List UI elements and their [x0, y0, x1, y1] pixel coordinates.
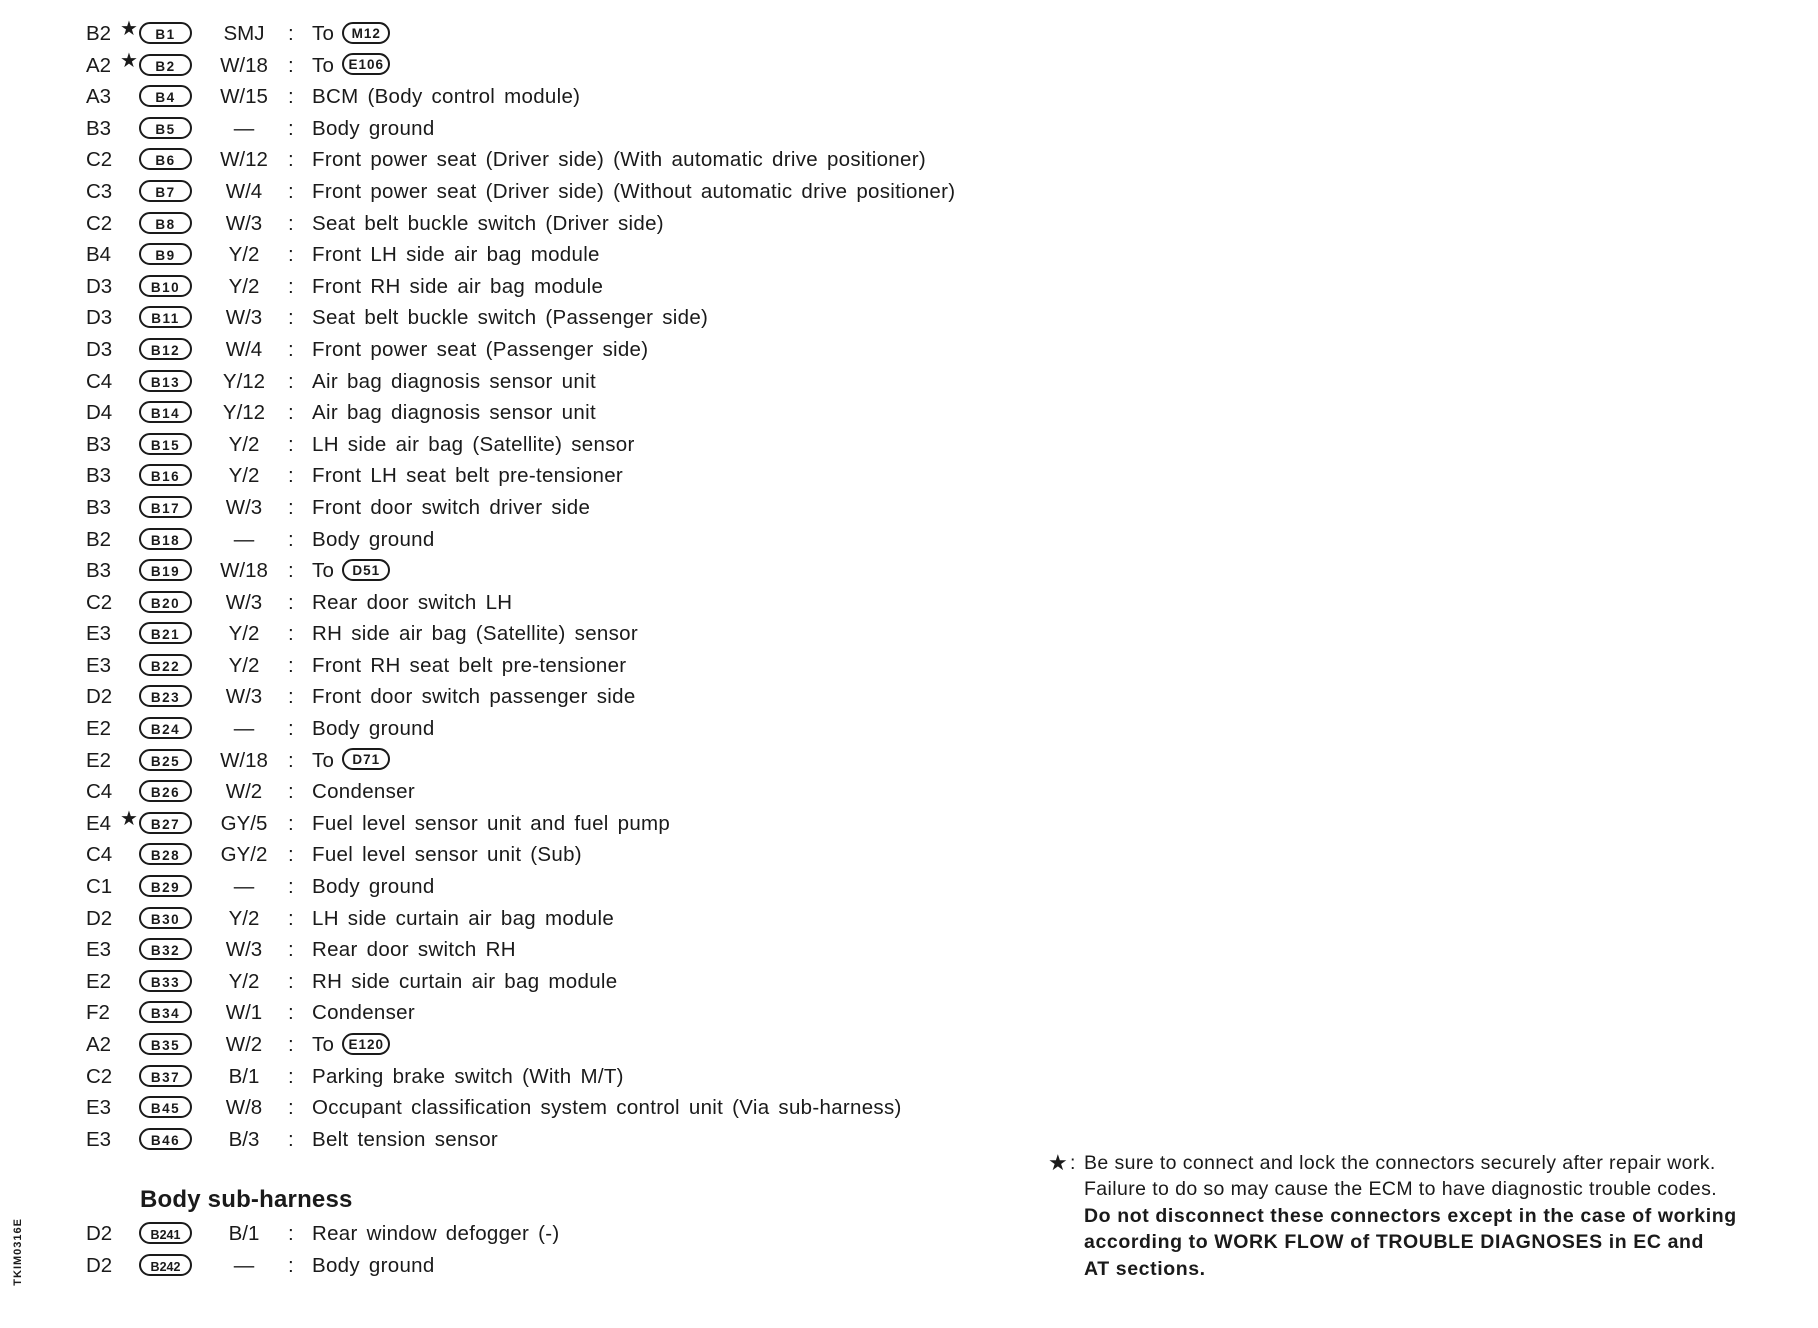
description-text: Fuel level sensor unit and fuel pump: [312, 811, 671, 835]
description-text: Body ground: [312, 1253, 435, 1277]
grid-location: E3: [86, 938, 112, 962]
connector-description: [312, 555, 390, 587]
grid-location: A2: [86, 1033, 112, 1056]
separator: :: [288, 622, 294, 646]
referenced-connector-code: M12: [342, 22, 390, 44]
connector-color-pins: GY/2: [220, 843, 268, 867]
connector-description: [312, 492, 590, 524]
description-text: Front LH seat belt pre-tensioner: [312, 464, 624, 488]
connector-code: B9: [139, 243, 192, 265]
description-text: Front RH side air bag module: [312, 274, 604, 298]
separator: :: [288, 653, 294, 677]
connector-row: [0, 618, 1030, 650]
connector-description: [312, 460, 623, 492]
description-text: Body ground: [312, 116, 435, 140]
connector-color-pins: W/2: [225, 1033, 263, 1056]
connector-description: [312, 934, 516, 966]
description-text: Parking brake switch (With M/T): [312, 1064, 624, 1088]
connector-description: [312, 1092, 902, 1124]
description-text: Seat belt buckle switch (Passenger side): [312, 306, 709, 330]
connector-description: [312, 397, 596, 429]
description-text: LH side curtain air bag module: [312, 906, 615, 930]
grid-location: E3: [86, 653, 112, 677]
description-text: Front power seat (Driver side) (Without automatic drive positioner): [312, 179, 956, 203]
grid-location: B3: [86, 432, 112, 456]
grid-location: C2: [86, 148, 113, 172]
grid-location: C2: [86, 211, 113, 235]
connector-description: [312, 1218, 560, 1250]
connector-description: [312, 1061, 624, 1093]
grid-location: C4: [86, 843, 113, 867]
connector-row: [0, 1124, 1030, 1156]
grid-location: E2: [86, 969, 112, 993]
description-text: Body ground: [312, 527, 435, 551]
connector-code: B22: [139, 654, 192, 676]
connector-code: B15: [139, 433, 192, 455]
separator: :: [288, 685, 294, 709]
connector-row: [0, 397, 1030, 429]
connector-description: [312, 271, 603, 303]
connector-code: B8: [139, 212, 192, 234]
connector-description: [312, 18, 390, 50]
connector-row: [0, 1250, 1030, 1282]
connector-description: [312, 745, 390, 777]
grid-location: D3: [86, 306, 113, 330]
grid-location: B4: [86, 243, 112, 267]
description-text: Fuel level sensor unit (Sub): [312, 843, 582, 867]
main-harness-connector-list: [0, 18, 1030, 1155]
connector-code: B24: [139, 717, 192, 739]
connector-row: [0, 81, 1030, 113]
connector-color-pins: —: [233, 717, 255, 741]
connector-code: B23: [139, 685, 192, 707]
connector-color-pins: Y/2: [228, 274, 260, 298]
connector-color-pins: W/3: [225, 495, 263, 519]
connector-color-pins: Y/2: [228, 464, 260, 488]
separator: :: [288, 938, 294, 962]
description-text: Belt tension sensor: [312, 1127, 499, 1151]
separator: :: [288, 875, 294, 899]
note-line: Be sure to connect and lock the connectors securely after repair work.: [1084, 1152, 1716, 1174]
connector-row: [0, 113, 1030, 145]
connector-row: [0, 650, 1030, 682]
grid-location: D4: [86, 401, 113, 425]
referenced-connector-code: D71: [342, 748, 390, 770]
connector-code: B18: [139, 528, 192, 550]
connector-row: [0, 460, 1030, 492]
connector-row: [0, 555, 1030, 587]
connector-color-pins: SMJ: [223, 22, 265, 45]
grid-location: B2: [86, 22, 112, 45]
referenced-connector-code: E120: [342, 1033, 390, 1055]
connector-row: [0, 144, 1030, 176]
connector-description: [312, 81, 580, 113]
connector-code: B33: [139, 970, 192, 992]
grid-location: D3: [86, 274, 113, 298]
separator: :: [288, 906, 294, 930]
description-text: To: [312, 748, 335, 772]
note-line: AT sections.: [1084, 1257, 1206, 1280]
connector-color-pins: W/18: [220, 559, 268, 583]
connector-code: B45: [139, 1096, 192, 1118]
separator: :: [288, 559, 294, 583]
grid-location: C4: [86, 369, 113, 393]
connector-color-pins: —: [233, 116, 255, 140]
separator: :: [288, 116, 294, 140]
grid-location: A3: [86, 85, 112, 109]
separator: :: [288, 243, 294, 267]
separator: :: [288, 401, 294, 425]
connector-color-pins: B/1: [228, 1064, 260, 1088]
grid-location: B3: [86, 559, 112, 583]
grid-location: C1: [86, 875, 113, 899]
connector-code: B5: [139, 117, 192, 139]
description-text: Air bag diagnosis sensor unit: [312, 369, 596, 393]
star-icon: ★: [1048, 1150, 1069, 1175]
connector-row: [0, 808, 1030, 840]
description-text: Rear window defogger (-): [312, 1222, 560, 1245]
connector-code: B241: [139, 1222, 192, 1244]
connector-code: B46: [139, 1128, 192, 1150]
connector-description: [312, 176, 955, 208]
referenced-connector-code: D51: [342, 559, 390, 581]
connector-color-pins: W/8: [225, 1096, 263, 1120]
connector-color-pins: Y/2: [228, 969, 260, 993]
connector-code: B34: [139, 1001, 192, 1023]
connector-code: B32: [139, 938, 192, 960]
connector-description: [312, 208, 664, 240]
connector-row: [0, 934, 1030, 966]
connector-color-pins: GY/5: [220, 811, 268, 835]
connector-code: B25: [139, 749, 192, 771]
connector-row: [0, 776, 1030, 808]
separator: :: [288, 969, 294, 993]
connector-code: B26: [139, 780, 192, 802]
connector-row: [0, 966, 1030, 998]
connector-code: B28: [139, 843, 192, 865]
grid-location: D2: [86, 685, 113, 709]
star-icon: ★: [120, 807, 138, 830]
grid-location: D2: [86, 1222, 113, 1245]
separator: :: [288, 1064, 294, 1088]
separator: :: [288, 748, 294, 772]
separator: :: [288, 590, 294, 614]
connector-row: [0, 176, 1030, 208]
grid-location: E4: [86, 811, 112, 835]
separator: :: [288, 369, 294, 393]
connector-description: [312, 50, 390, 82]
connector-color-pins: W/18: [220, 53, 268, 77]
connector-row: [0, 492, 1030, 524]
connector-description: [312, 1250, 435, 1282]
description-text: Front RH seat belt pre-tensioner: [312, 653, 627, 677]
connector-color-pins: Y/2: [228, 243, 260, 267]
grid-location: E3: [86, 1096, 112, 1120]
connector-row: [0, 524, 1030, 556]
connector-row: [0, 713, 1030, 745]
description-text: Rear door switch RH: [312, 938, 516, 962]
figure-code: TKIM0316E: [12, 1218, 24, 1286]
grid-location: C2: [86, 1064, 113, 1088]
connector-color-pins: B/3: [228, 1127, 260, 1151]
connector-description: [312, 681, 636, 713]
connector-color-pins: W/3: [225, 590, 263, 614]
body-sub-harness-connector-list: [0, 1218, 1030, 1281]
connector-color-pins: W/4: [225, 337, 263, 361]
connector-description: [312, 618, 638, 650]
note-text: [1084, 1150, 1818, 1282]
connector-color-pins: W/2: [225, 780, 263, 804]
connector-description: [312, 871, 435, 903]
description-text: LH side air bag (Satellite) sensor: [312, 432, 635, 456]
connector-row: [0, 429, 1030, 461]
connector-row: [0, 271, 1030, 303]
connector-code: B16: [139, 464, 192, 486]
separator: :: [288, 843, 294, 867]
grid-location: B3: [86, 495, 112, 519]
grid-location: D2: [86, 906, 113, 930]
connector-code: B6: [139, 148, 192, 170]
connector-description: [312, 650, 626, 682]
connector-color-pins: W/15: [220, 85, 268, 109]
connector-row: [0, 18, 1030, 50]
caution-note: [1048, 1150, 1818, 1282]
connector-row: [0, 745, 1030, 777]
description-text: Front power seat (Passenger side): [312, 337, 649, 361]
connector-row: [0, 239, 1030, 271]
connector-color-pins: W/12: [220, 148, 268, 172]
connector-description: [312, 997, 415, 1029]
connector-code: B1: [139, 22, 192, 44]
connector-code: B2: [139, 54, 192, 76]
star-icon: ★: [120, 18, 138, 40]
separator: :: [288, 811, 294, 835]
description-text: Condenser: [312, 1001, 415, 1025]
connector-row: [0, 334, 1030, 366]
connector-row: [0, 1218, 1030, 1250]
grid-location: D3: [86, 337, 113, 361]
note-line: according to WORK FLOW of TROUBLE DIAGNOSES in EC and: [1084, 1231, 1705, 1254]
grid-location: C3: [86, 179, 113, 203]
connector-row: [0, 903, 1030, 935]
connector-description: [312, 429, 635, 461]
connector-color-pins: W/4: [225, 179, 263, 203]
separator: :: [288, 432, 294, 456]
description-text: Front door switch driver side: [312, 495, 591, 519]
description-text: RH side air bag (Satellite) sensor: [312, 622, 638, 646]
connector-description: [312, 1124, 498, 1156]
separator: :: [288, 211, 294, 235]
connector-color-pins: —: [233, 527, 255, 551]
connector-description: [312, 713, 435, 745]
description-text: Condenser: [312, 780, 415, 804]
grid-location: B3: [86, 464, 112, 488]
grid-location: E2: [86, 748, 112, 772]
connector-description: [312, 1029, 390, 1061]
connector-row: [0, 681, 1030, 713]
separator: :: [288, 1001, 294, 1025]
description-text: Front LH side air bag module: [312, 243, 600, 267]
connector-description: [312, 966, 617, 998]
description-text: Occupant classification system control unit (Via sub-harness): [312, 1096, 902, 1120]
separator: :: [288, 717, 294, 741]
connector-color-pins: Y/12: [222, 369, 266, 393]
description-text: To: [312, 22, 335, 45]
grid-location: E3: [86, 622, 112, 646]
connector-description: [312, 776, 415, 808]
connector-color-pins: W/3: [225, 306, 263, 330]
connector-color-pins: W/18: [220, 748, 268, 772]
connector-code: B30: [139, 907, 192, 929]
connector-code: B20: [139, 591, 192, 613]
connector-row: [0, 366, 1030, 398]
connector-color-pins: —: [233, 1253, 255, 1277]
description-text: To: [312, 559, 335, 583]
separator: :: [288, 85, 294, 109]
connector-description: [312, 587, 512, 619]
separator: :: [288, 1222, 294, 1245]
connector-row: [0, 1029, 1030, 1061]
description-text: Body ground: [312, 717, 435, 741]
separator: :: [288, 495, 294, 519]
grid-location: F2: [86, 1001, 110, 1025]
separator: :: [288, 53, 294, 77]
connector-description: [312, 524, 435, 556]
separator: :: [288, 1253, 294, 1277]
grid-location: E3: [86, 1127, 112, 1151]
connector-code: B7: [139, 180, 192, 202]
grid-location: D2: [86, 1253, 113, 1277]
connector-description: [312, 144, 926, 176]
connector-code: B27: [139, 812, 192, 834]
connector-color-pins: Y/12: [222, 401, 266, 425]
connector-color-pins: —: [233, 875, 255, 899]
connector-description: [312, 302, 708, 334]
connector-description: [312, 334, 648, 366]
note-colon: :: [1070, 1152, 1076, 1174]
grid-location: B3: [86, 116, 112, 140]
connector-code: B29: [139, 875, 192, 897]
grid-location: E2: [86, 717, 112, 741]
description-text: Air bag diagnosis sensor unit: [312, 401, 596, 425]
description-text: Front door switch passenger side: [312, 685, 636, 709]
connector-color-pins: Y/2: [228, 653, 260, 677]
connector-code: B11: [139, 306, 192, 328]
separator: :: [288, 780, 294, 804]
connector-color-pins: W/3: [225, 211, 263, 235]
connector-code: B13: [139, 370, 192, 392]
connector-code: B242: [139, 1254, 192, 1276]
description-text: Front power seat (Driver side) (With automatic drive positioner): [312, 148, 926, 172]
connector-row: [0, 50, 1030, 82]
note-line: Failure to do so may cause the ECM to have diagnostic trouble codes.: [1084, 1178, 1718, 1201]
connector-color-pins: B/1: [228, 1222, 260, 1245]
body-sub-harness-title: Body sub-harness: [140, 1186, 353, 1213]
description-text: Rear door switch LH: [312, 590, 513, 614]
connector-color-pins: W/3: [225, 685, 263, 709]
connector-code: B12: [139, 338, 192, 360]
referenced-connector-code: E106: [342, 53, 390, 75]
grid-location: C2: [86, 590, 113, 614]
separator: :: [288, 148, 294, 172]
separator: :: [288, 527, 294, 551]
connector-code: B19: [139, 559, 192, 581]
connector-description: [312, 903, 614, 935]
separator: :: [288, 274, 294, 298]
connector-row: [0, 997, 1030, 1029]
connector-row: [0, 208, 1030, 240]
connector-description: [312, 239, 600, 271]
separator: :: [288, 306, 294, 330]
connector-code: B4: [139, 85, 192, 107]
note-line: Do not disconnect these connectors except in the case of working: [1084, 1204, 1737, 1227]
grid-location: B2: [86, 527, 112, 551]
connector-row: [0, 587, 1030, 619]
separator: :: [288, 179, 294, 203]
connector-code: B14: [139, 401, 192, 423]
connector-code: B21: [139, 622, 192, 644]
connector-code: B37: [139, 1065, 192, 1087]
connector-code: B17: [139, 496, 192, 518]
connector-color-pins: Y/2: [228, 906, 260, 930]
grid-location: A2: [86, 53, 112, 77]
description-text: Body ground: [312, 875, 435, 899]
separator: :: [288, 337, 294, 361]
connector-color-pins: W/3: [225, 938, 263, 962]
connector-row: [0, 302, 1030, 334]
connector-description: [312, 113, 435, 145]
connector-color-pins: Y/2: [228, 622, 260, 646]
grid-location: C4: [86, 780, 113, 804]
connector-color-pins: Y/2: [228, 432, 260, 456]
connector-row: [0, 839, 1030, 871]
description-text: RH side curtain air bag module: [312, 969, 618, 993]
description-text: Seat belt buckle switch (Driver side): [312, 211, 664, 235]
connector-code: B10: [139, 275, 192, 297]
connector-row: [0, 871, 1030, 903]
connector-color-pins: W/1: [225, 1001, 263, 1025]
connector-description: [312, 808, 670, 840]
separator: :: [288, 464, 294, 488]
separator: :: [288, 1033, 294, 1056]
connector-description: [312, 366, 596, 398]
separator: :: [288, 1127, 294, 1151]
star-icon: ★: [120, 49, 138, 72]
connector-row: [0, 1092, 1030, 1124]
separator: :: [288, 1096, 294, 1120]
description-text: To: [312, 53, 335, 77]
separator: :: [288, 22, 294, 45]
description-text: To: [312, 1033, 335, 1056]
description-text: BCM (Body control module): [312, 85, 581, 109]
connector-row: [0, 1061, 1030, 1093]
connector-description: [312, 839, 582, 871]
connector-code: B35: [139, 1033, 192, 1055]
